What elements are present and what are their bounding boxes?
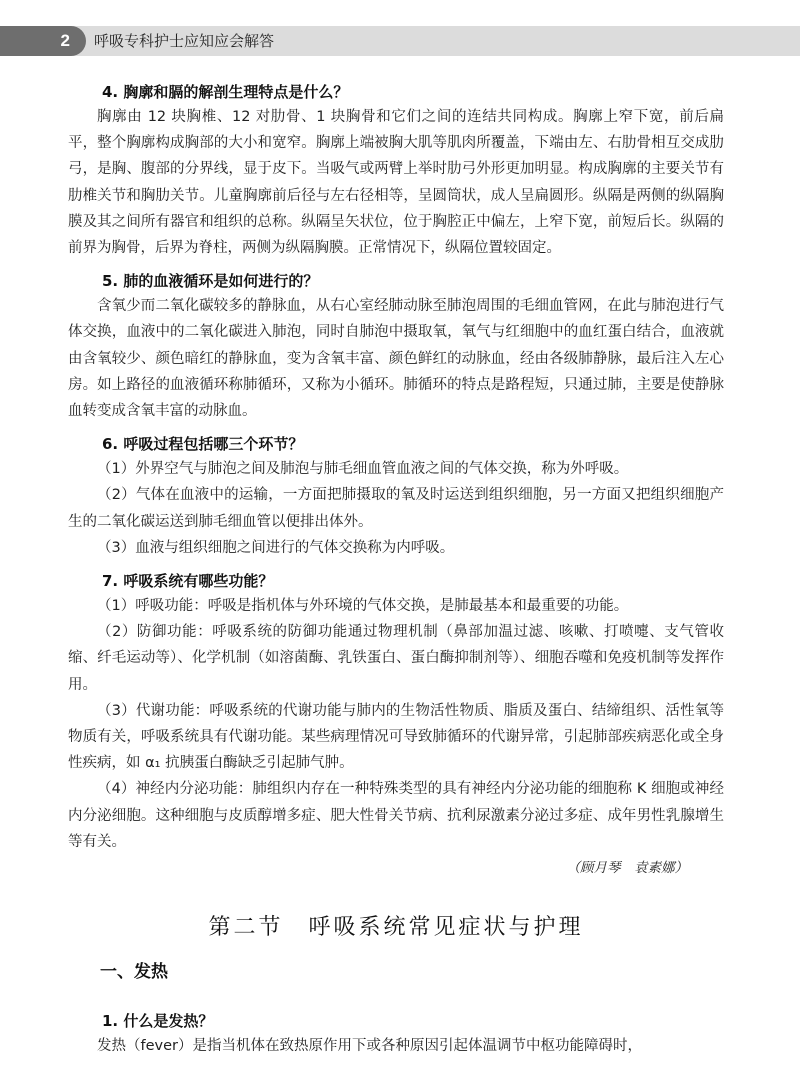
question-7-item-1: （1）呼吸功能：呼吸是指机体与外环境的气体交换，是肺最基本和最重要的功能。 <box>97 598 629 615</box>
question-5-title: 5. 肺的血液循环是如何进行的？ <box>102 272 319 291</box>
question-7-title: 7. 呼吸系统有哪些功能？ <box>102 572 274 591</box>
book-title: 呼吸专科护士应知应会解答 <box>94 32 275 50</box>
question-4-title: 4. 胸廓和膈的解剖生理特点是什么？ <box>102 83 349 101</box>
question-6-item-2: （2）气体在血液中的运输，一方面把肺摄取的氧及时运送到组织细胞，另一方面又把组织细胞产生的二氧化碳运送到肺毛细血管以便排出体外。 <box>68 487 724 530</box>
question-7-item-2: （2）防御功能：呼吸系统的防御功能通过物理机制（鼻部加温过滤、咳嗽、打喷嚏、支气管收缩、纤毛运动等）、化学机制（如溶菌酶、乳铁蛋白、蛋白酶抑制剂等）、细胞吞噬和免疫机制等发挥作用。 <box>68 624 724 693</box>
question-4-answer: 胸廓由 12 块胸椎、12 对肋骨、1 块胸骨和它们之间的连结共同构成。胸廓上窄下宽，前后扁平，整个胸廓构成胸部的大小和宽窄。胸廓上端被胸大肌等肌肉所覆盖，下端由左、右肋骨相互交成肋弓，是胸、腹部的分界线，显于皮下。当吸气或两臂上举时肋弓外形更加明显。构成胸廓的主要关节有肋椎关节和胸肋关节。儿童胸廓前后径与左右径相等，呈圆筒状，成人呈扁圆形。纵隔是两侧的纵隔胸膜及其之间所有器官和组织的总称。纵隔呈矢状位，位于胸腔正中偏左，上窄下宽，前短后长。纵隔的前界为胸骨，后界为脊柱，两侧为纵隔胸膜。正常情况下，纵隔位置较固定。 <box>68 109 724 257</box>
question-7-item-3: （3）代谢功能：呼吸系统的代谢功能与肺内的生物活性物质、脂质及蛋白、结缔组织、活性氧等物质有关，呼吸系统具有代谢功能。某些病理情况可导致肺循环的代谢异常，引起肺部疾病恶化或全身性疾病，如 α₁ 抗胰蛋白酶缺乏引起肺气肿。 <box>68 702 724 772</box>
subsection-title: 一、发热 <box>100 962 168 982</box>
page-content <box>68 80 724 881</box>
question-7-item-4: （4）神经内分泌功能：肺组织内存在一种特殊类型的具有神经内分泌功能的细胞称 K 细胞或神经内分泌细胞。这种细胞与皮质醇增多症、肥大性骨关节病、抗利尿激素分泌过多症、成年男性乳腺增生等有关。 <box>68 781 724 850</box>
question-1-answer: 发热（fever）是指当机体在致热原作用下或各种原因引起体温调节中枢功能障碍时， <box>97 1038 642 1054</box>
section-title: 第二节 呼吸系统常见症状与护理 <box>208 915 584 940</box>
question-6-item-1: （1）外界空气与肺泡之间及肺泡与肺毛细血管血液之间的气体交换，称为外呼吸。 <box>97 461 629 478</box>
author-signature: （顾月琴 袁素娜） <box>566 860 688 877</box>
question-6-title: 6. 呼吸过程包括哪三个环节？ <box>102 435 304 454</box>
page-number: 2 <box>0 26 86 56</box>
question-1-title: 1. 什么是发热？ <box>102 1012 214 1030</box>
question-6-item-3: （3）血液与组织细胞之间进行的气体交换称为内呼吸。 <box>97 539 455 556</box>
page-header <box>0 26 800 56</box>
question-5-answer: 含氧少而二氧化碳较多的静脉血，从右心室经肺动脉至肺泡周围的毛细血管网，在此与肺泡进行气体交换，血液中的二氧化碳进入肺泡，同时自肺泡中摄取氧，氧气与红细胞中的血红蛋白结合，血液就由含氧较少、颜色暗红的静脉血，变为含氧丰富、颜色鲜红的动脉血，经由各级肺静脉，最后注入左心房。如上路径的血液循环称肺循环，又称为小循环。肺循环的特点是路程短，只通过肺，主要是使静脉血转变成含氧丰富的动脉血。 <box>68 298 724 420</box>
